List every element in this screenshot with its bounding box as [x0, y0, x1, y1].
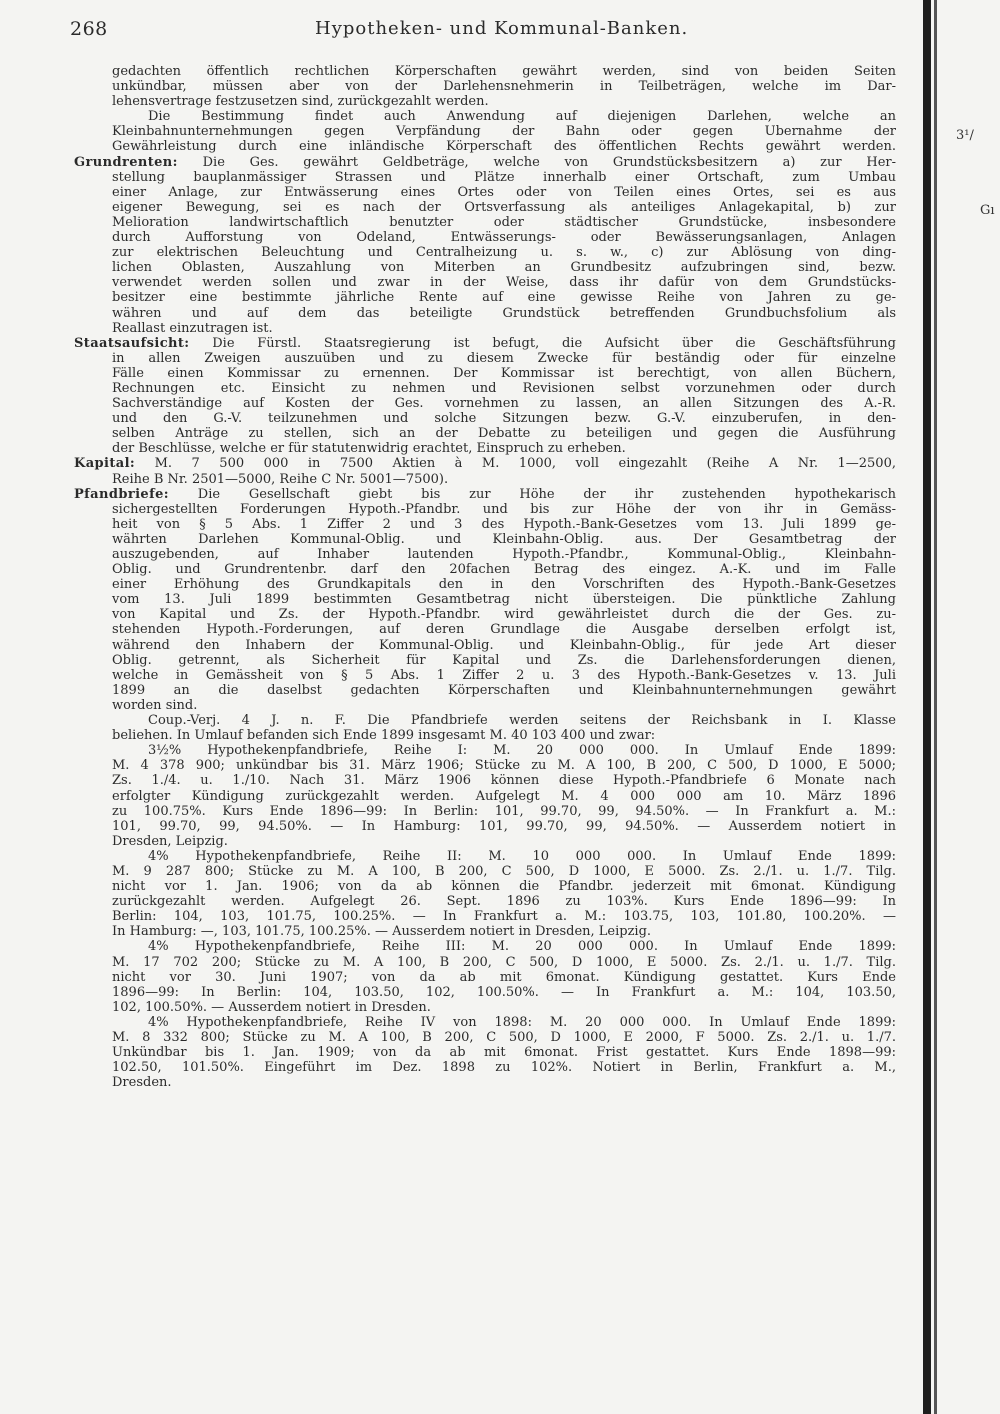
line-text: selben Anträge zu stellen, sich an der Debatte zu beteiligen und gegen die Ausführung [112, 426, 896, 442]
text-line [74, 215, 896, 230]
line-text: 102.50, 101.50%. Eingeführt im Dez. 1898 zu 102%. Notiert in Berlin, Frankfurt a. M., [112, 1060, 896, 1076]
page-number: 268 [70, 18, 108, 40]
line-text: Gewährleistung durch eine inländische Körperschaft des öffentlichen Rechts gewährt werden. [112, 139, 896, 155]
section-heading: Staatsaufsicht: [74, 335, 190, 351]
line-text: währen und auf dem das beteiligte Grundstück betreffenden Grundbuchsfolium als [112, 305, 896, 321]
line-text: stellung bauplanmässiger Strassen und Plätze innerhalb einer Ortschaft, zum Umbau [112, 169, 896, 185]
line-text: 101, 99.70, 99, 94.50%. — In Hamburg: 101, 99.70, 99, 94.50%. — Ausserdem notiert in [112, 818, 896, 834]
line-text: 4% Hypothekenpfandbriefe, Reihe IV von 1898: M. 20 000 000. In Umlauf Ende 1899: [148, 1014, 896, 1030]
text-line [74, 562, 896, 577]
section-first-line [74, 155, 896, 170]
text-line [74, 366, 896, 381]
line-text: Kleinbahnunternehmungen gegen Verpfändung der Bahn oder gegen Übernahme der [112, 124, 896, 140]
line-text: Berlin: 104, 103, 101.75, 100.25%. — In Frankfurt a. M.: 103.75, 103, 101.80, 100.20%. — [112, 909, 896, 925]
line-text: Oblig. und Grundrentenbr. darf den 20fachen Betrag des eingez. A.-K. und im Falle [112, 562, 896, 578]
text-line [74, 653, 896, 668]
text-line [74, 592, 896, 607]
adjacent-page-margin [920, 0, 1000, 1414]
section-first-line [74, 456, 896, 471]
text-line [74, 577, 896, 592]
text-line [74, 411, 896, 426]
line-text: einer Anlage, zur Entwässerung eines Ortes oder von Teilen eines Ortes, sei es aus [112, 184, 896, 200]
page-binding-edge [923, 0, 931, 1414]
adjacent-page-fragment: 3¹/ [956, 128, 974, 143]
text-line [74, 170, 896, 185]
text-line [74, 200, 896, 215]
section-heading: Pfandbriefe: [74, 486, 169, 502]
text-line [74, 441, 896, 456]
text-line [74, 532, 896, 547]
text-line [74, 260, 896, 275]
line-text: Die Bestimmung findet auch Anwendung auf diejenigen Darlehen, welche an [148, 109, 896, 125]
section-heading: Kapital: [74, 456, 136, 472]
text-line [74, 924, 896, 939]
text-line [74, 396, 896, 411]
line-text: Fälle einen Kommissar zu ernennen. Der Kommissar ist berechtigt, von allen Büchern, [112, 365, 896, 381]
line-text: einer Erhöhung des Grundkapitals den in den Vorschriften des Hypoth.-Bank-Gesetzes [112, 577, 896, 593]
line-text: sichergestellten Forderungen Hypoth.-Pfandbr. und bis zur Höhe der von ihr in Gemäss- [112, 501, 896, 517]
line-text: M. 4 378 900; unkündbar bis 31. März 1906; Stücke zu M. A 100, B 200, C 500, D 1000, E 5000; [112, 758, 896, 774]
line-text: gedachten öffentlich rechtlichen Körperschaften gewährt werden, sind von beiden Seiten [112, 64, 896, 79]
text-line [74, 985, 896, 1000]
line-text: 4% Hypothekenpfandbriefe, Reihe II: M. 10 000 000. In Umlauf Ende 1899: [148, 848, 896, 864]
line-text: währten Darlehen Kommunal-Oblig. und Kleinbahn-Oblig. aus. Der Gesamtbetrag der [112, 531, 896, 547]
text-line [74, 351, 896, 366]
line-text: besitzer eine bestimmte jährliche Rente auf eine gewisse Reihe von Jahren zu ge- [112, 290, 896, 306]
text-line [74, 517, 896, 532]
adjacent-page-fragment: Gı [980, 203, 995, 218]
line-text: Coup.-Verj. 4 J. n. F. Die Pfandbriefe werden seitens der Reichsbank in I. Klasse [148, 713, 896, 729]
line-text: während den Inhabern der Kommunal-Oblig. und Kleinbahn-Oblig., für jede Art dieser [112, 637, 896, 653]
text-line [74, 139, 896, 154]
line-text: worden sind. [112, 697, 198, 713]
text-line [74, 306, 896, 321]
text-line [74, 1075, 896, 1090]
text-line [74, 804, 896, 819]
line-text: 1899 an die daselbst gedachten Körperschaften und Kleinbahnunternehmungen gewährt [112, 682, 896, 698]
line-text: nicht vor 30. Juni 1907; von da ab mit 6monat. Kündigung gestattet. Kurs Ende [112, 969, 896, 985]
text-line [74, 849, 896, 864]
line-text: 1896—99: In Berlin: 104, 103.50, 102, 100.50%. — In Frankfurt a. M.: 104, 103.50, [112, 984, 896, 1000]
text-line [74, 1045, 896, 1060]
text-line [74, 773, 896, 788]
line-text: M. 7 500 000 in 7500 Aktien à M. 1000, voll eingezahlt (Reihe A Nr. 1—2500, [135, 456, 896, 472]
text-line [74, 758, 896, 773]
line-text: nicht vor 1. Jan. 1906; von da ab können die Pfandbr. jederzeit mit 6monat. Kündigung [112, 879, 896, 895]
text-line [74, 728, 896, 743]
line-text: Melioration landwirtschaftlich benutzter oder städtischer Grundstücke, insbesondere [112, 214, 896, 230]
line-text: 3½% Hypothekenpfandbriefe, Reihe I: M. 20 000 000. In Umlauf Ende 1899: [148, 743, 896, 759]
text-line [74, 290, 896, 305]
text-line [74, 864, 896, 879]
text-line [74, 381, 896, 396]
text-line [74, 879, 896, 894]
line-text: Unkündbar bis 1. Jan. 1909; von da ab mit 6monat. Frist gestattet. Kurs Ende 1898—99: [112, 1045, 896, 1061]
line-text: lehensvertrage festzusetzen sind, zurückgezahlt werden. [112, 94, 489, 110]
line-text: Rechnungen etc. Einsicht zu nehmen und Revisionen selbst vorzunehmen oder durch [112, 380, 896, 396]
line-text: M. 17 702 200; Stücke zu M. A 100, B 200, C 500, D 1000, E 5000. Zs. 2./1. u. 1./7. Tilg. [112, 954, 896, 970]
text-line [74, 547, 896, 562]
line-text: vom 13. Juli 1899 bestimmten Gesamtbetrag nicht übersteigen. Die pünktliche Zahlung [112, 592, 896, 608]
text-line [74, 230, 896, 245]
line-text: unkündbar, müssen aber von der Darlehensnehmerin in Teilbeträgen, welche im Dar- [112, 79, 896, 95]
text-line [74, 894, 896, 909]
line-text: beliehen. In Umlauf befanden sich Ende 1899 insgesamt M. 40 103 400 und zwar: [112, 728, 656, 744]
text-line [74, 94, 896, 109]
line-text: Reihe B Nr. 2501—5000, Reihe C Nr. 5001—7500). [112, 471, 449, 487]
line-text: stehenden Hypoth.-Forderungen, auf deren Grundlage die Ausgabe derselben erfolgt ist, [112, 622, 896, 638]
body-text [74, 64, 896, 1090]
text-line [74, 819, 896, 834]
line-text: eigener Bewegung, sei es nach der Ortsverfassung als anteiliges Anlagekapital, b) zur [112, 199, 896, 215]
line-text: Sachverständige auf Kosten der Ges. vornehmen zu lassen, an allen Sitzungen des A.-R. [112, 396, 896, 412]
line-text: zur elektrischen Beleuchtung und Centralheizung u. s. w., c) zur Ablösung von ding- [112, 245, 896, 261]
text-line [74, 834, 896, 849]
text-line [74, 79, 896, 94]
text-line [74, 502, 896, 517]
line-text: zu 100.75%. Kurs Ende 1896—99: In Berlin: 101, 99.70, 99, 94.50%. — In Frankfurt a. M.: [112, 803, 896, 819]
text-line [74, 64, 896, 79]
line-text: In Hamburg: —, 103, 101.75, 100.25%. — Ausserdem notiert in Dresden, Leipzig. [112, 924, 652, 940]
line-text: Die Gesellschaft giebt bis zur Höhe der ihr zustehenden hypothekarisch [168, 486, 896, 502]
text-line [74, 683, 896, 698]
text-line [74, 1015, 896, 1030]
line-text: der Beschlüsse, welche er für statutenwidrig erachtet, Einspruch zu erheben. [112, 441, 626, 457]
running-title: Hypotheken- und Kommunal-Banken. [315, 18, 689, 39]
text-line [74, 970, 896, 985]
text-line [74, 124, 896, 139]
page-header [70, 18, 900, 44]
line-text: Zs. 1./4. u. 1./10. Nach 31. März 1906 können diese Hypoth.-Pfandbriefe 6 Monate nach [112, 773, 896, 789]
section-first-line [74, 336, 896, 351]
page-binding-edge-shadow [934, 0, 937, 1414]
text-line [74, 939, 896, 954]
line-text: Dresden. [112, 1075, 172, 1091]
text-line [74, 622, 896, 637]
text-line [74, 109, 896, 124]
line-text: Reallast einzutragen ist. [112, 320, 273, 336]
line-text: heit von § 5 Abs. 1 Ziffer 2 und 3 des Hypoth.-Bank-Gesetzes vom 13. Juli 1899 ge- [112, 516, 896, 532]
line-text: in allen Zweigen auszuüben und zu diesem Zwecke für beständig oder für einzelne [112, 350, 896, 366]
line-text: erfolgter Kündigung zurückgezahlt werden. Aufgelegt M. 4 000 000 am 10. März 1896 [112, 788, 896, 804]
text-line [74, 472, 896, 487]
line-text: auszugebenden, auf Inhaber lautenden Hypoth.-Pfandbr., Kommunal-Oblig., Kleinbahn- [112, 547, 896, 562]
text-line [74, 909, 896, 924]
text-line [74, 607, 896, 622]
text-line [74, 698, 896, 713]
text-line [74, 426, 896, 441]
line-text: Oblig. getrennt, als Sicherheit für Kapital und Zs. die Darlehensforderungen dienen, [112, 652, 896, 668]
line-text: welche in Gemässheit von § 5 Abs. 1 Ziffer 2 u. 3 des Hypoth.-Bank-Gesetzes v. 13. Juli [112, 667, 896, 683]
text-line [74, 1030, 896, 1045]
line-text: M. 9 287 800; Stücke zu M. A 100, B 200, C 500, D 1000, E 5000. Zs. 2./1. u. 1./7. Tilg. [112, 863, 896, 879]
section-heading: Grundrenten: [74, 154, 178, 170]
line-text: 102, 100.50%. — Ausserdem notiert in Dresden. [112, 999, 431, 1015]
line-text: lichen Oblasten, Auszahlung von Miterben an Grundbesitz aufzubringen sind, bezw. [112, 260, 896, 276]
text-line [74, 743, 896, 758]
line-text: durch Aufforstung von Ödeland, Entwässerungs- oder Bewässerungsanlagen, Anlagen [112, 230, 896, 246]
text-line [74, 245, 896, 260]
text-line [74, 713, 896, 728]
line-text: Dresden, Leipzig. [112, 833, 228, 849]
line-text: Die Fürstl. Staatsregierung ist befugt, die Aufsicht über die Geschäftsführung [189, 335, 896, 351]
text-line [74, 638, 896, 653]
text-line [74, 185, 896, 200]
line-text: M. 8 332 800; Stücke zu M. A 100, B 200, C 500, D 1000, E 2000, F 5000. Zs. 2./1. u. 1./7. [112, 1030, 896, 1045]
text-line [74, 321, 896, 336]
line-text: von Kapital und Zs. der Hypoth.-Pfandbr. wird gewährleistet durch die der Ges. zu- [112, 607, 896, 623]
line-text: verwendet werden sollen und zwar in der Weise, dass ihr dafür von dem Grundstücks- [112, 275, 896, 291]
line-text: Die Ges. gewährt Geldbeträge, welche von Grundstücksbesitzern a) zur Her- [177, 154, 896, 170]
line-text: 4% Hypothekenpfandbriefe, Reihe III: M. 20 000 000. In Umlauf Ende 1899: [148, 939, 896, 955]
line-text: und den G.-V. teilzunehmen und solche Sitzungen bezw. G.-V. einzuberufen, in den- [112, 411, 896, 427]
text-line [74, 275, 896, 290]
text-line [74, 1060, 896, 1075]
text-line [74, 1000, 896, 1015]
text-line [74, 955, 896, 970]
section-first-line [74, 487, 896, 502]
text-line [74, 668, 896, 683]
text-line [74, 789, 896, 804]
line-text: zurückgezahlt werden. Aufgelegt 26. Sept. 1896 zu 103%. Kurs Ende 1896—99: In [112, 894, 896, 910]
